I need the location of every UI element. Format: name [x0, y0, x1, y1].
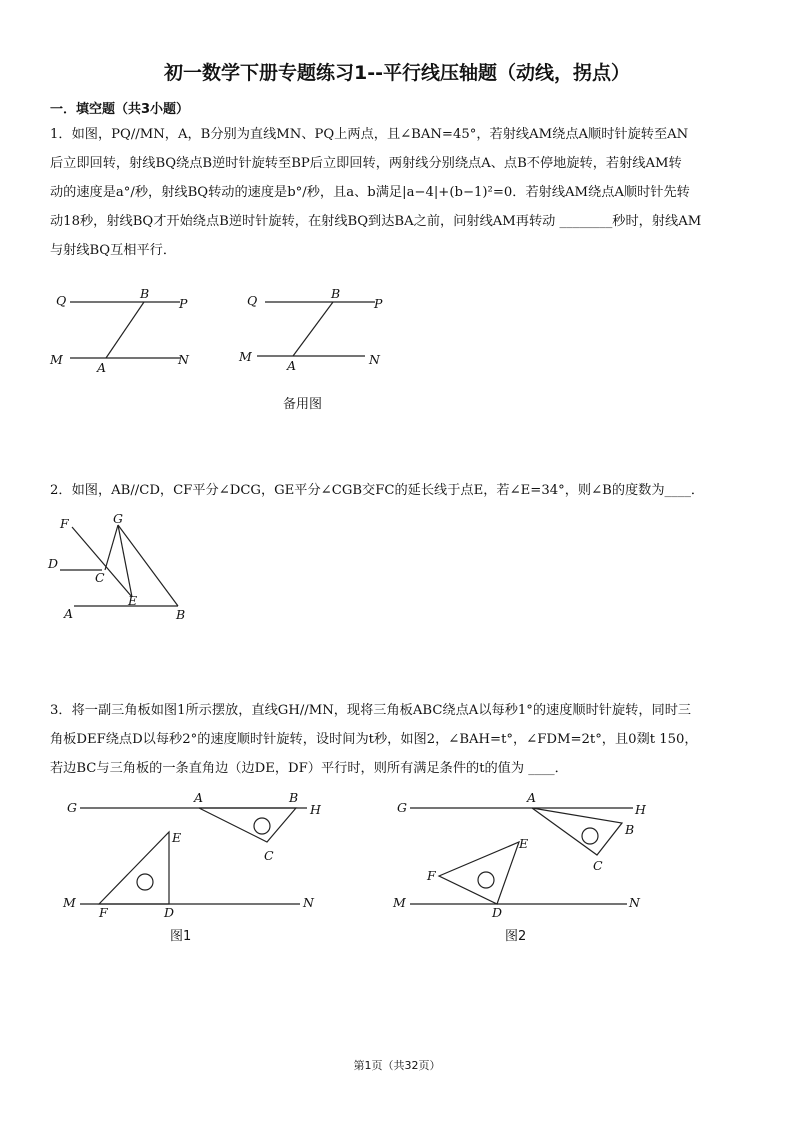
q1-spare-caption: 备用图: [283, 397, 323, 412]
q3-line-3: 若边BC与三角板的一条直角边（边DE，DF）平行时，则所有满足条件的t的值为 ____．: [50, 761, 568, 776]
question-1-text: [50, 120, 750, 265]
q2-label-D: D: [48, 556, 59, 571]
q1-spare-label-P: P: [374, 296, 383, 311]
q3f2-label-E: E: [519, 836, 529, 851]
q1-line-3: 动的速度是a°/秒，射线BQ转动的速度是b°/秒，且a、b满足|a−4|+(b−1)²=0．若射线AM绕点A顺时针先转: [50, 185, 690, 200]
q2-figure: [40, 505, 200, 630]
q1-spare-label-Q: Q: [247, 293, 258, 308]
q3-line-1: 3．将一副三角板如图1所示摆放，直线GH//MN，现将三角板ABC绕点A以每秒1°的速度顺时针旋转，同时三: [50, 703, 692, 718]
q2-label-C: C: [95, 570, 105, 585]
q1-spare-label-M: M: [239, 349, 252, 364]
q1-line-2: 后立即回转，射线BQ绕点B逆时针旋转至BP后立即回转，两射线分别绕点A、点B不停地旋转，若射线AM转: [50, 156, 682, 171]
q3f2-label-H: H: [635, 802, 646, 817]
q3f1-label-B: B: [289, 790, 299, 805]
section-heading: 一．填空题（共3小题）: [50, 102, 190, 117]
q1-label-N: N: [178, 352, 189, 367]
q1-line-1: 1．如图，PQ//MN，A，B分别为直线MN、PQ上两点，且∠BAN=45°，若射线AM绕点A顺时针旋转至AN: [50, 127, 689, 142]
question-3-text: [50, 696, 750, 783]
q3f2-label-B: B: [625, 822, 635, 837]
q1-line-4: 动18秒，射线BQ才开始绕点B逆时针旋转，在射线BQ到达BA之前，问射线AM再转动 ________秒时，射线AM: [50, 214, 702, 229]
q3f1-label-F: F: [99, 905, 108, 920]
page-title: 初一数学下册专题练习1--平行线压轴题（动线，拐点）: [164, 62, 630, 84]
q3-figure-2: [385, 790, 665, 950]
q1-label-B: B: [140, 286, 150, 301]
q3f1-label-A: A: [194, 790, 204, 805]
q3f2-label-F: F: [427, 868, 436, 883]
q2-label-E: E: [128, 593, 138, 608]
q1-label-M: M: [50, 352, 63, 367]
q3f1-label-G: G: [67, 800, 77, 815]
q1-label-A: A: [97, 360, 107, 375]
q1-label-P: P: [179, 296, 188, 311]
q3f1-label-M: M: [63, 895, 76, 910]
question-2-text: 2．如图，AB//CD，CF平分∠DCG，GE平分∠CGB交FC的延长线于点E，若∠E=34°，则∠B的度数为____．: [50, 483, 705, 498]
q1-spare-label-A: A: [287, 358, 297, 373]
q2-label-G: G: [113, 511, 123, 526]
q3-figure-1-caption: 图1: [170, 929, 192, 944]
q3f1-label-C: C: [264, 848, 274, 863]
q2-label-A: A: [64, 606, 74, 621]
q3f2-label-A: A: [527, 790, 537, 805]
q3f1-label-E: E: [172, 830, 182, 845]
page-footer: 第1页（共32页）: [353, 1059, 441, 1072]
q3-figure-1: [55, 790, 335, 950]
q1-label-Q: Q: [56, 293, 67, 308]
q3f2-label-N: N: [629, 895, 640, 910]
q3f1-label-N: N: [303, 895, 314, 910]
q1-spare-label-B: B: [331, 286, 341, 301]
q3f1-label-H: H: [310, 802, 321, 817]
q3f2-label-D: D: [492, 905, 503, 920]
q1-spare-figure: [235, 280, 395, 420]
q1-spare-label-N: N: [369, 352, 380, 367]
q3-figure-2-caption: 图2: [505, 929, 527, 944]
q1-figure: [40, 280, 200, 380]
q3-line-2: 角板DEF绕点D以每秒2°的速度顺时针旋转，设时间为t秒，如图2，∠BAH=t°，∠FDM=2t°，且0剟t 150，: [50, 732, 698, 747]
q2-label-F: F: [60, 516, 69, 531]
q3f2-label-G: G: [397, 800, 407, 815]
q3f2-label-M: M: [393, 895, 406, 910]
q2-label-B: B: [176, 607, 186, 622]
q3f1-label-D: D: [164, 905, 175, 920]
q1-line-5: 与射线BQ互相平行．: [50, 243, 177, 258]
q3f2-label-C: C: [593, 858, 603, 873]
